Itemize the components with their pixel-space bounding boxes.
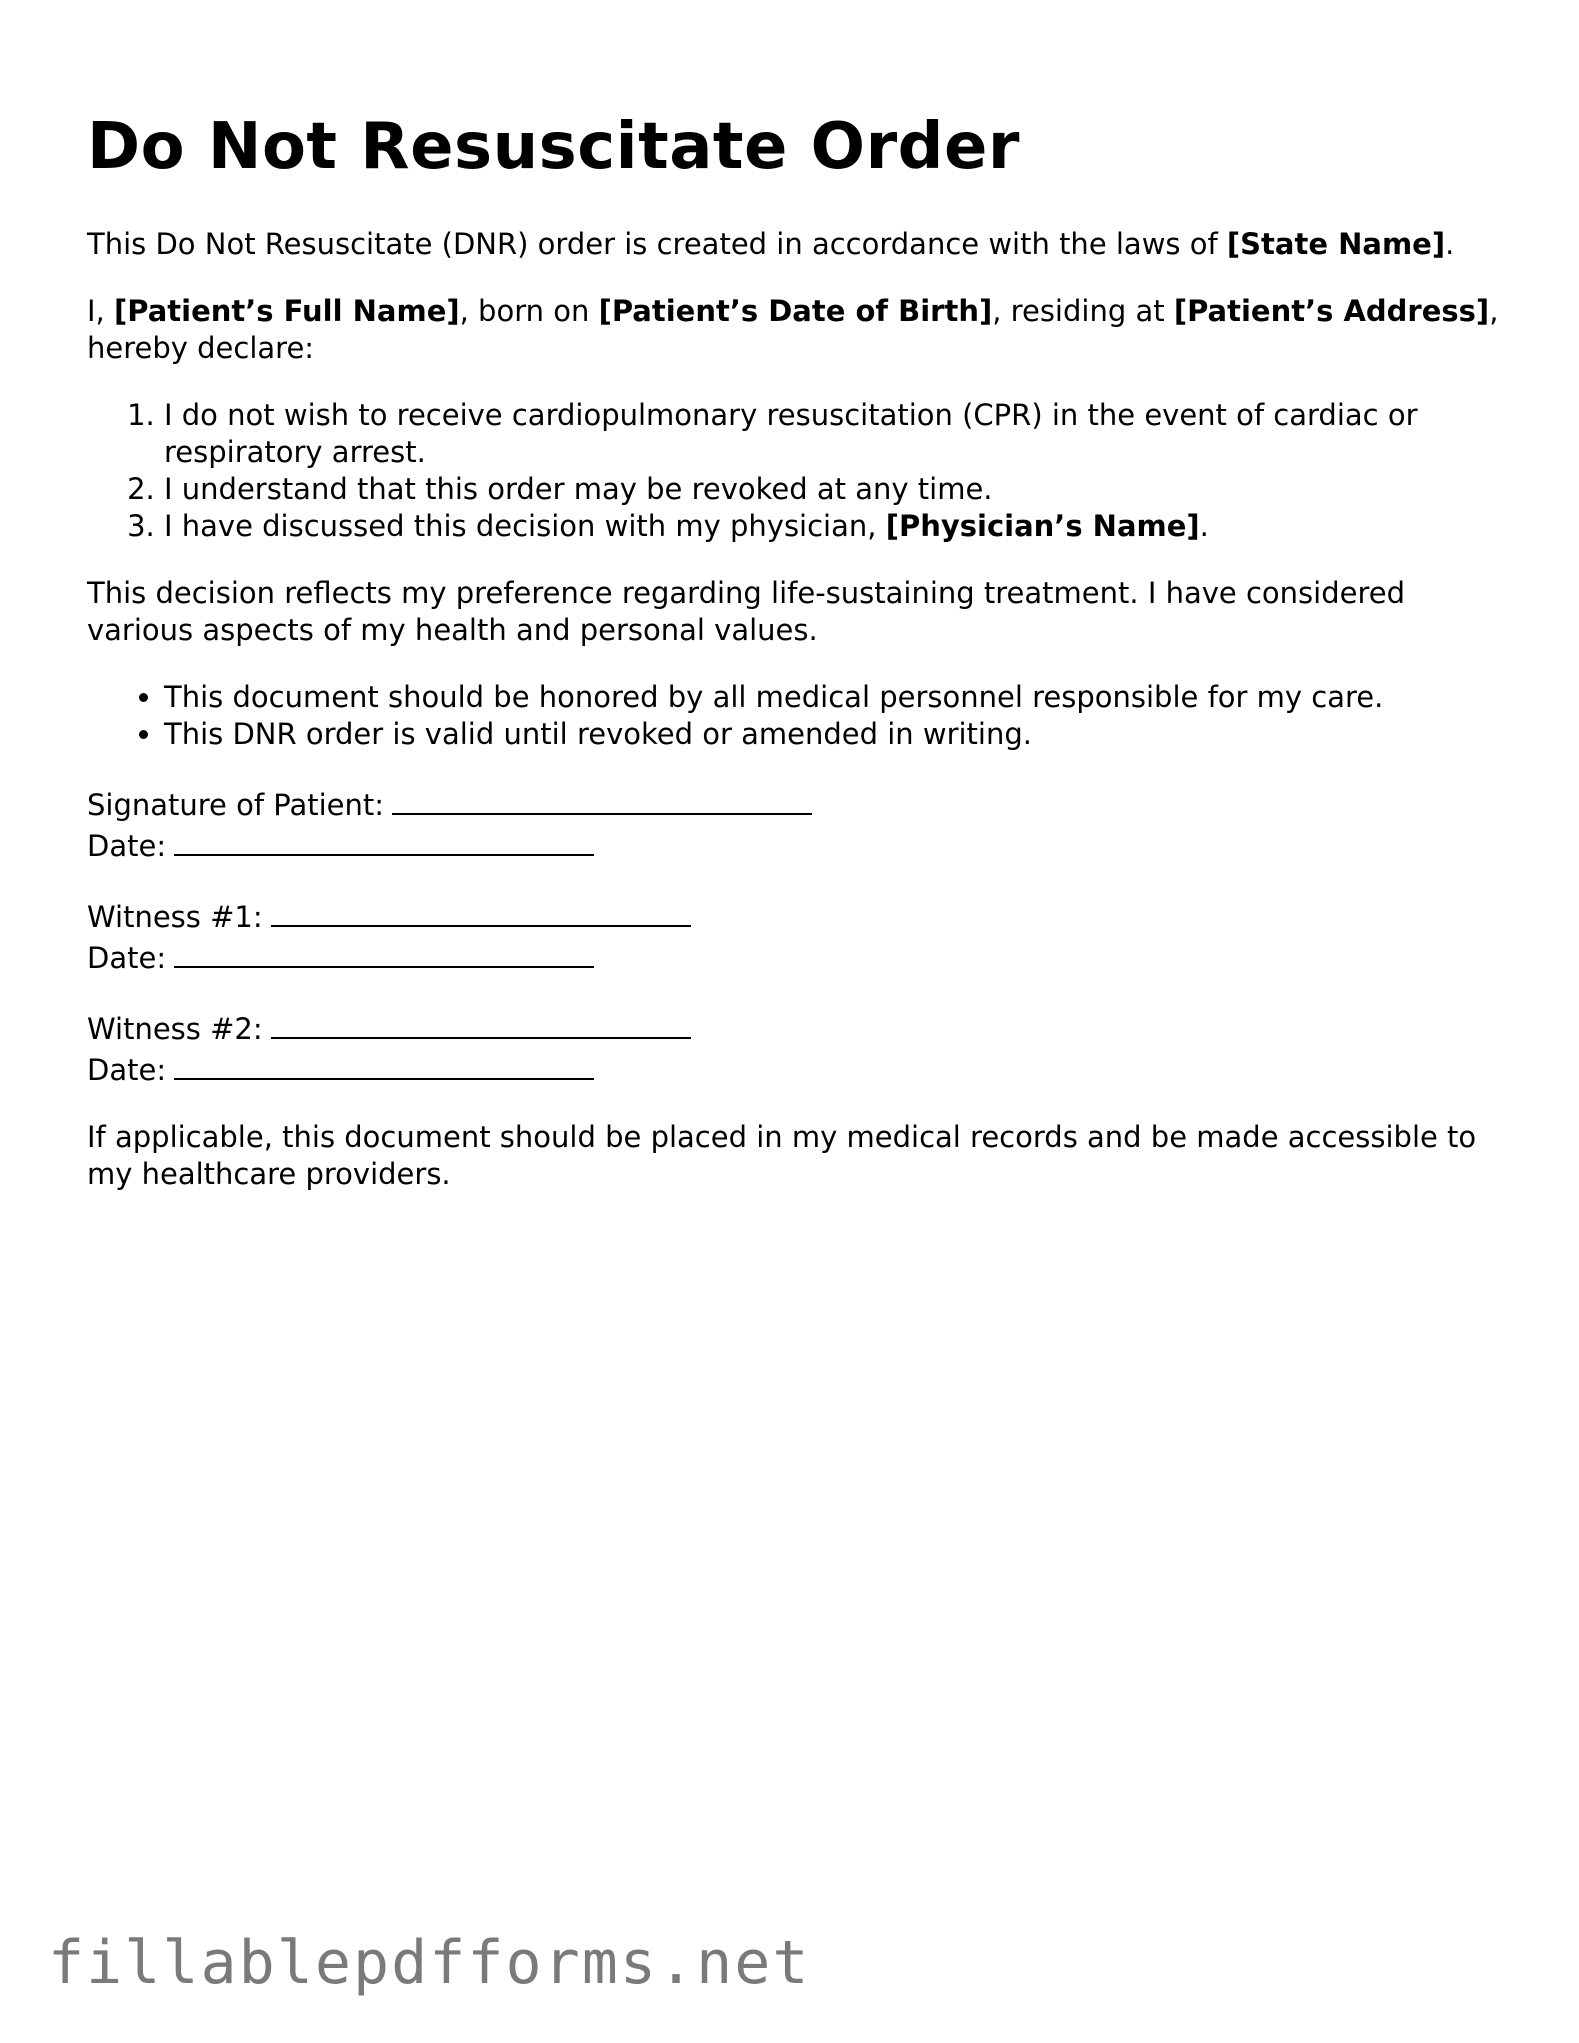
witness2-signature-line[interactable] — [271, 1007, 691, 1039]
bullet-item: • This document should be honored by all medical personnel responsible for my care. — [164, 679, 1507, 716]
declaration-text-1: I, — [87, 294, 114, 329]
date-label: Date: — [87, 941, 167, 976]
physician-name-placeholder: [Physician’s Name] — [885, 509, 1200, 544]
document-page — [87, 112, 1507, 1223]
list-item — [164, 508, 1507, 545]
intro-text: This Do Not Resuscitate (DNR) order is created in accordance with the laws of — [87, 227, 1227, 262]
declaration-text-2: , born on — [459, 294, 599, 329]
intro-end: . — [1445, 227, 1455, 262]
declaration-list — [87, 397, 1507, 545]
list-item-end: . — [1199, 509, 1209, 544]
witness1-signature-block — [87, 895, 1507, 977]
intro-paragraph — [87, 226, 1507, 263]
list-item: 1. I do not wish to receive cardiopulmonary resuscitation (CPR) in the event of cardiac or respiratory arrest. — [164, 397, 1507, 471]
watermark: fillablepdfforms.net — [48, 1928, 811, 1998]
witness1-signature-line[interactable] — [271, 895, 691, 927]
date-label: Date: — [87, 1053, 167, 1088]
patient-dob-placeholder: [Patient’s Date of Birth] — [598, 294, 993, 329]
bullet-list — [87, 679, 1507, 753]
date-label: Date: — [87, 829, 167, 864]
declaration-text-4: , hereby declare: — [87, 294, 1499, 366]
page-title: Do Not Resuscitate Order — [87, 110, 1020, 184]
witness2-date-line[interactable] — [174, 1048, 594, 1080]
patient-signature-block — [87, 783, 1507, 865]
patient-name-placeholder: [Patient’s Full Name] — [114, 294, 460, 329]
state-name-placeholder: [State Name] — [1226, 227, 1446, 262]
closing-paragraph: If applicable, this document should be placed in my medical records and be made accessible to my healthcare providers. — [87, 1120, 1477, 1192]
patient-address-placeholder: [Patient’s Address] — [1173, 294, 1490, 329]
list-item: 2. I understand that this order may be revoked at any time. — [164, 471, 1507, 508]
witness2-signature-block — [87, 1007, 1507, 1089]
list-item-text: I have discussed this decision with my physician, — [164, 509, 886, 544]
bullet-item: • This DNR order is valid until revoked or amended in writing. — [164, 716, 1507, 753]
declaration-text-3: , residing at — [992, 294, 1174, 329]
witness1-date-line[interactable] — [174, 936, 594, 968]
patient-date-line[interactable] — [174, 824, 594, 856]
patient-signature-line[interactable] — [392, 783, 812, 815]
reflection-paragraph: This decision reflects my preference regarding life-sustaining treatment. I have considered various aspects of my health and personal values. — [87, 576, 1405, 648]
witness1-label: Witness #1: — [87, 900, 263, 935]
witness2-label: Witness #2: — [87, 1012, 263, 1047]
patient-signature-label: Signature of Patient: — [87, 788, 385, 823]
declaration-paragraph — [87, 293, 1507, 367]
